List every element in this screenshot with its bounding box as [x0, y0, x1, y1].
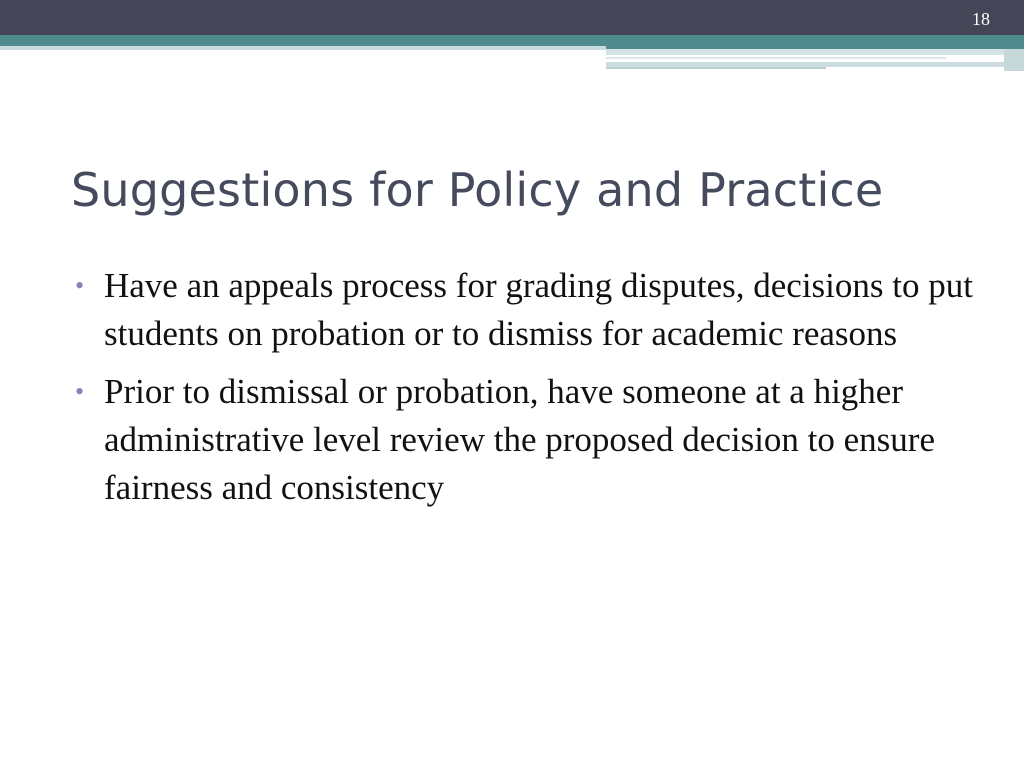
- header-band-dark: [0, 0, 1024, 35]
- header-stripe-3: [606, 67, 826, 69]
- header-corner-box: [1004, 49, 1024, 71]
- bullet-item: [73, 368, 973, 512]
- bullet-marker-icon: •: [75, 271, 85, 300]
- slide-number: 18: [972, 9, 990, 29]
- bullet-list: [73, 262, 973, 522]
- slide-title: Suggestions for Policy and Practice: [71, 163, 884, 217]
- header-band-teal-left: [0, 35, 606, 46]
- header-band-teal-right: [606, 35, 1024, 49]
- bullet-item: [73, 262, 973, 358]
- bullet-text: Prior to dismissal or probation, have someone at a higher administrative level review the proposed decision to ensure fairness and consistency: [104, 372, 935, 507]
- bullet-text: Have an appeals process for grading disputes, decisions to put students on probation or to dismiss for academic reasons: [104, 266, 973, 353]
- header-band-pale-right: [606, 49, 1004, 55]
- bullet-marker-icon: •: [75, 377, 85, 406]
- header-stripe-1: [606, 57, 946, 59]
- header-band-pale-left: [0, 46, 606, 50]
